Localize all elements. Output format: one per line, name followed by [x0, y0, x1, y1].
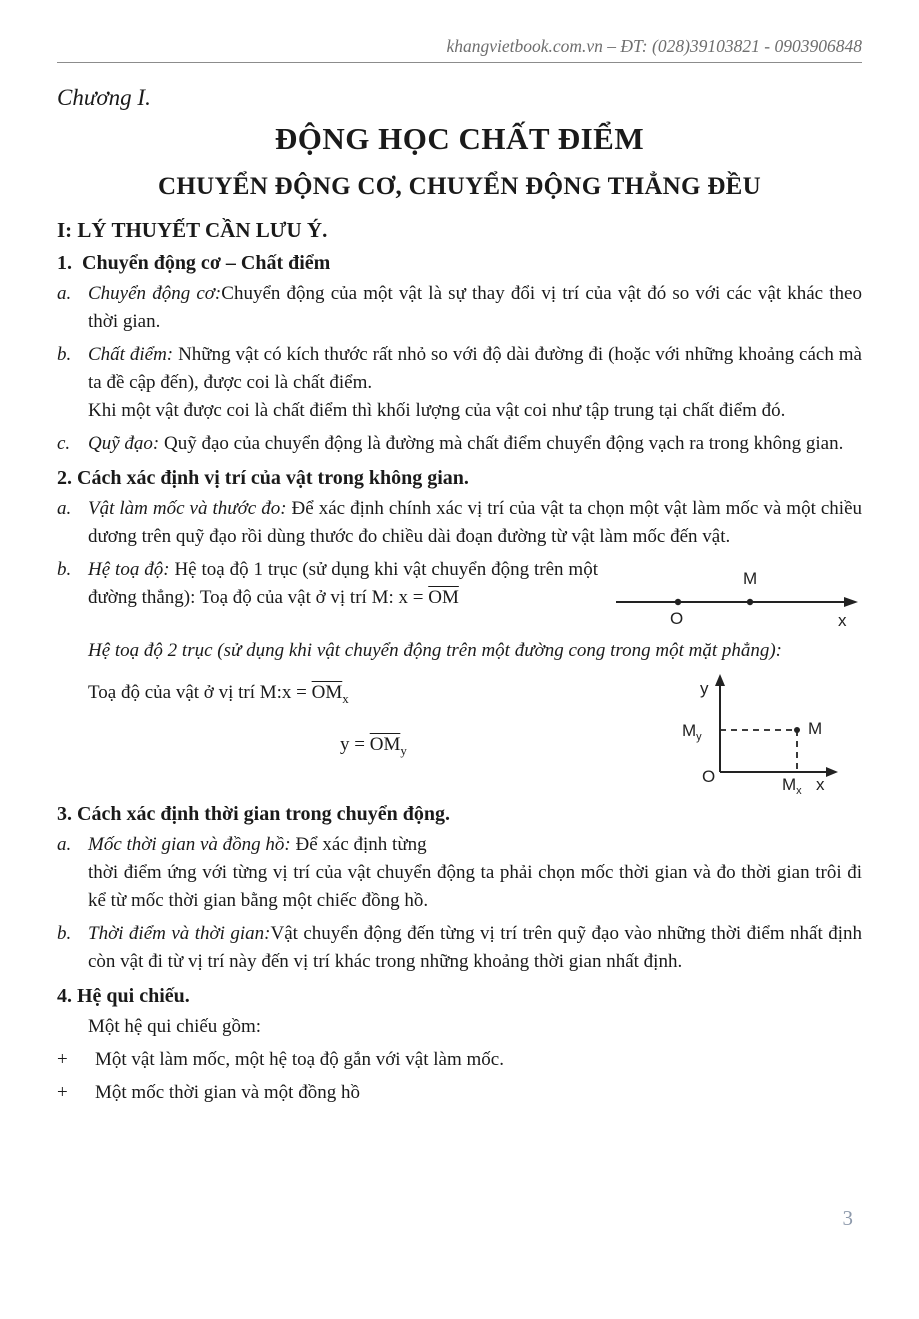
- point-m-dot: [747, 599, 753, 605]
- origin-dot: [675, 599, 681, 605]
- frame-of-reference-intro: Một hệ qui chiếu gồm:: [88, 1016, 262, 1037]
- item-intro: Để xác định từng: [295, 834, 427, 855]
- formula-y-subscript: y: [400, 742, 407, 758]
- item-note: Khi một vật được coi là chất điểm thì khối lượng của vật coi như tập trung tại chất điểm đó.: [88, 400, 786, 421]
- formula-x-prefix: Toạ độ của vật ở vị trí M:x =: [88, 682, 312, 703]
- item-1a: [57, 280, 862, 336]
- item-text: Vật chuyển động đến từng vị trí trên quỹ đạo vào những thời điểm nhất định còn vật đi từ vị trí này đến vị trí khác trong những khoảng thời gian nhất định.: [88, 923, 863, 972]
- y-arrowhead-icon: [715, 674, 725, 686]
- lesson-title: CHUYỂN ĐỘNG CƠ, CHUYỂN ĐỘNG THẲNG ĐỀU: [157, 173, 762, 200]
- page-number: 3: [842, 1206, 853, 1230]
- chapter-label: Chương I.: [57, 85, 151, 110]
- item-3b: [57, 920, 862, 976]
- formula-x-value: $\overline{OM}$: [311, 682, 343, 703]
- page-content: [57, 0, 862, 1107]
- point-m-label: M: [808, 719, 823, 738]
- item-marker: b.: [57, 559, 72, 580]
- two-axis-diagram: [656, 672, 852, 794]
- formula-om: $\overline{OM}$: [428, 587, 459, 608]
- heading-2: 2. Cách xác định vị trí của vật trong không gian.: [57, 467, 469, 489]
- item-lead: Chất điểm:: [88, 344, 179, 365]
- point-m-label: M: [743, 569, 758, 588]
- two-axis-note: Hệ toạ độ 2 trục (sử dụng khi vật chuyển động trên một đường cong trong một mặt phẳng):: [88, 640, 783, 661]
- item-text: thời điểm ứng với từng vị trí của vật chuyển động ta phải chọn mốc thời gian và đo thời gian trôi đi kể từ mốc thời gian bằng một chiếc đồng hồ.: [88, 862, 862, 911]
- x-axis-label: x: [816, 775, 825, 794]
- origin-label: O: [702, 767, 716, 786]
- item-3a: [57, 831, 862, 915]
- bullet-text: Một vật làm mốc, một hệ toạ độ gắn với vật làm mốc.: [95, 1049, 504, 1070]
- x-arrowhead-icon: [826, 767, 838, 777]
- item-lead: Mốc thời gian và đồng hồ:: [88, 834, 296, 855]
- point-m-dot: [794, 727, 800, 733]
- item-text: Những vật có kích thước rất nhỏ so với độ dài đường đi (hoặc với những khoảng cách mà ta đề cập đến), được coi là chất điểm.: [88, 344, 862, 393]
- item-2b: [57, 556, 862, 632]
- formula-x-subscript: x: [342, 690, 349, 706]
- item-lead: Vật làm mốc và thước đo:: [88, 498, 292, 519]
- chapter-title: ĐỘNG HỌC CHẤT ĐIỂM: [274, 121, 645, 156]
- item-marker: a.: [57, 283, 72, 304]
- running-header: [57, 0, 862, 63]
- item-lead: Thời điểm và thời gian:: [88, 923, 271, 944]
- item-marker: a.: [57, 498, 72, 519]
- item-lead: Quỹ đạo:: [88, 433, 164, 454]
- bullet-text: Một mốc thời gian và một đồng hồ: [95, 1082, 360, 1103]
- coordinate-formulas: [57, 670, 862, 794]
- item-1b: [57, 341, 862, 425]
- item-marker: b.: [57, 923, 72, 944]
- mx-label: $M_x$: [782, 775, 802, 794]
- my-label: $M_y$: [682, 721, 702, 743]
- formula-y-value: $\overline{OM}$: [369, 733, 401, 755]
- publisher-contact-text: khangvietbook.com.vn – ĐT: (028)39103821 - 0903906848: [446, 36, 862, 56]
- formula-y-prefix: y =: [340, 733, 370, 755]
- x-axis-label: x: [838, 611, 847, 630]
- axis-arrowhead-icon: [844, 597, 858, 607]
- item-lead: Hệ toạ độ:: [88, 559, 175, 580]
- item-marker: a.: [57, 834, 72, 855]
- item-text: Hệ toạ độ 1 trục (sử dụng khi vật chuyển động trên một đường thẳng): Toạ độ của vật ở vị trí M: x =: [88, 559, 598, 608]
- item-marker: c.: [57, 433, 71, 454]
- heading-3: 3. Cách xác định thời gian trong chuyển động.: [57, 803, 451, 825]
- item-marker: b.: [57, 344, 72, 365]
- origin-label: O: [670, 609, 684, 628]
- item-2a: [57, 495, 862, 551]
- item-1c: [57, 430, 862, 458]
- bullet-item: [57, 1079, 862, 1107]
- one-axis-diagram: [612, 566, 862, 632]
- bullet-item: [57, 1046, 862, 1074]
- plus-marker: +: [57, 1049, 68, 1070]
- item-text: Để xác định chính xác vị trí của vật ta chọn một vật làm mốc và một chiều dương trên quỹ đạo rồi dùng thước đo chiều dài đoạn đường từ vật làm mốc đến vật.: [88, 498, 862, 547]
- item-text: Chuyển động của một vật là sự thay đổi vị trí của vật đó so với các vật khác theo thời gian.: [88, 283, 862, 332]
- heading-4: 4. Hệ qui chiếu.: [57, 985, 190, 1007]
- item-lead: Chuyển động cơ:: [88, 283, 222, 304]
- theory-section-heading: I: LÝ THUYẾT CẦN LƯU Ý.: [57, 218, 328, 242]
- plus-marker: +: [57, 1082, 68, 1103]
- y-axis-label: y: [700, 679, 709, 698]
- heading-1: 1. Chuyển động cơ – Chất điểm: [57, 252, 331, 274]
- item-text: Quỹ đạo của chuyển động là đường mà chất điểm chuyển động vạch ra trong không gian.: [163, 433, 844, 454]
